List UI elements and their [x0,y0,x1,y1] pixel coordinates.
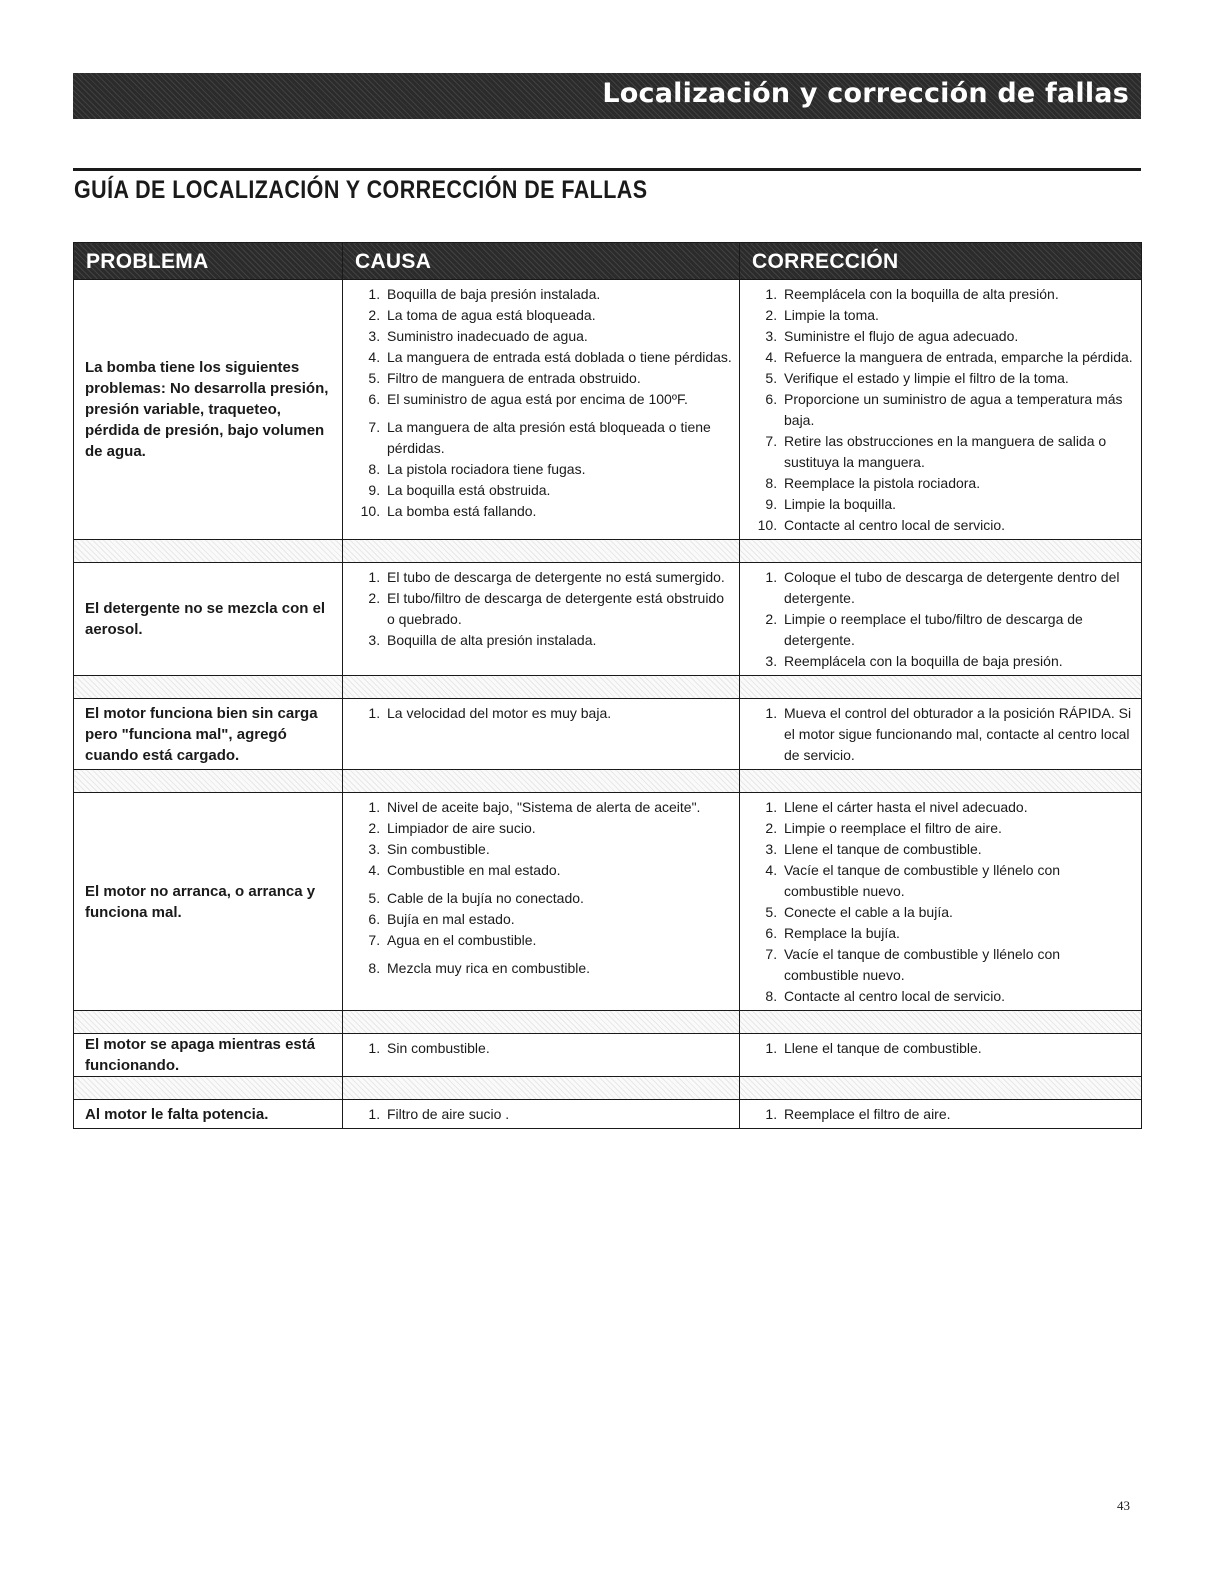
correction-list [756,797,1135,1007]
cause-item: 8. Mezcla muy rica en combustible. [384,958,733,979]
separator-cell [740,676,1142,699]
correction-cell [740,563,1142,676]
separator-cell [74,770,343,793]
cause-item: 1. Filtro de aire sucio . [384,1104,733,1125]
cause-item: 1. Boquilla de baja presión instalada. [384,284,733,305]
correction-list [756,703,1135,766]
problem-cell: El detergente no se mezcla con el aerosol. [74,563,343,676]
separator-cell [740,540,1142,563]
correction-cell [740,1100,1142,1129]
row-separator [74,1011,1142,1034]
correction-item: 3. Suministre el flujo de agua adecuado. [781,326,1135,347]
correction-item: 5. Conecte el cable a la bujía. [781,902,1135,923]
correction-item: 9. Limpie la boquilla. [781,494,1135,515]
troubleshooting-table [73,242,1142,1129]
separator-cell [343,1077,740,1100]
correction-list [756,1038,1135,1059]
correction-item: 4. Refuerce la manguera de entrada, emparche la pérdida. [781,347,1135,368]
correction-item: 1. Reemplace el filtro de aire. [781,1104,1135,1125]
correction-item: 6. Remplace la bujía. [781,923,1135,944]
cause-item: 1. Sin combustible. [384,1038,733,1059]
correction-item: 10. Contacte al centro local de servicio. [781,515,1135,536]
separator-cell [74,1077,343,1100]
separator-cell [740,770,1142,793]
cause-list [359,284,733,522]
problem-cell: El motor no arranca, o arranca y funciona mal. [74,793,343,1011]
separator-cell [343,540,740,563]
header-banner [73,73,1141,119]
correction-cell [740,699,1142,770]
row-separator [74,540,1142,563]
cause-item: 2. Limpiador de aire sucio. [384,818,733,839]
row-separator [74,770,1142,793]
cause-item: 7. Agua en el combustible. [384,930,733,951]
correction-item: 1. Reemplácela con la boquilla de alta presión. [781,284,1135,305]
row-separator [74,676,1142,699]
cause-item: 3. Sin combustible. [384,839,733,860]
correction-item: 1. Llene el tanque de combustible. [781,1038,1135,1059]
cause-item: 3. Suministro inadecuado de agua. [384,326,733,347]
cause-cell [343,1100,740,1129]
separator-cell [343,770,740,793]
problem-cell: La bomba tiene los siguientes problemas: No desarrolla presión, presión variable, traqueteo, pérdida de presión, bajo volumen de agua. [74,280,343,540]
cause-item: 10. La bomba está fallando. [384,501,733,522]
correction-item: 2. Limpie o reemplace el tubo/filtro de descarga de detergente. [781,609,1135,651]
separator-cell [343,676,740,699]
correction-item: 5. Verifique el estado y limpie el filtro de la toma. [781,368,1135,389]
correction-list [756,284,1135,536]
table-row [74,280,1142,540]
table-body [74,280,1142,1129]
correction-item: 8. Reemplace la pistola rociadora. [781,473,1135,494]
table-header-row [74,243,1142,280]
cause-cell [343,793,740,1011]
problem-cell: El motor se apaga mientras está funcionando. [74,1034,343,1077]
cause-cell [343,280,740,540]
correction-item: 4. Vacíe el tanque de combustible y llénelo con combustible nuevo. [781,860,1135,902]
cause-list [359,797,733,979]
page-number: 43 [1117,1498,1130,1513]
cause-cell [343,563,740,676]
correction-list [756,1104,1135,1125]
section-rule [73,168,1141,171]
cause-cell [343,1034,740,1077]
correction-item: 1. Coloque el tubo de descarga de detergente dentro del detergente. [781,567,1135,609]
header-problem: PROBLEMA [74,243,343,280]
cause-list [359,703,733,724]
correction-item: 3. Reemplácela con la boquilla de baja presión. [781,651,1135,672]
correction-item: 8. Contacte al centro local de servicio. [781,986,1135,1007]
correction-cell [740,280,1142,540]
table-row [74,1100,1142,1129]
cause-item: 6. Bujía en mal estado. [384,909,733,930]
row-separator [74,1077,1142,1100]
correction-item: 7. Retire las obstrucciones en la manguera de salida o sustituya la manguera. [781,431,1135,473]
correction-item: 2. Limpie la toma. [781,305,1135,326]
table-row [74,563,1142,676]
correction-cell [740,793,1142,1011]
cause-item: 1. Nivel de aceite bajo, "Sistema de alerta de aceite". [384,797,733,818]
separator-cell [74,540,343,563]
section-title: GUÍA DE LOCALIZACIÓN Y CORRECCIÓN DE FALLAS [74,176,648,204]
correction-item: 2. Limpie o reemplace el filtro de aire. [781,818,1135,839]
correction-cell [740,1034,1142,1077]
cause-item: 6. El suministro de agua está por encima de 100ºF. [384,389,733,410]
header-cause: CAUSA [343,243,740,280]
cause-item: 5. Filtro de manguera de entrada obstruido. [384,368,733,389]
correction-item: 1. Llene el cárter hasta el nivel adecuado. [781,797,1135,818]
correction-item: 1. Mueva el control del obturador a la posición RÁPIDA. Si el motor sigue funcionando mal, contacte al centro local de servicio. [781,703,1135,766]
cause-item: 9. La boquilla está obstruida. [384,480,733,501]
separator-cell [740,1077,1142,1100]
cause-list [359,1104,733,1125]
banner-title: Localización y corrección de fallas [602,78,1129,109]
cause-item: 8. La pistola rociadora tiene fugas. [384,459,733,480]
correction-item: 6. Proporcione un suministro de agua a temperatura más baja. [781,389,1135,431]
header-correction: CORRECCIÓN [740,243,1142,280]
cause-item: 4. La manguera de entrada está doblada o tiene pérdidas. [384,347,733,368]
cause-list [359,567,733,651]
separator-cell [740,1011,1142,1034]
problem-cell: Al motor le falta potencia. [74,1100,343,1129]
cause-item: 2. El tubo/filtro de descarga de detergente está obstruido o quebrado. [384,588,733,630]
problem-cell: El motor funciona bien sin carga pero "funciona mal", agregó cuando está cargado. [74,699,343,770]
table-row [74,793,1142,1011]
separator-cell [74,1011,343,1034]
table-row [74,699,1142,770]
correction-item: 7. Vacíe el tanque de combustible y llénelo con combustible nuevo. [781,944,1135,986]
cause-item: 5. Cable de la bujía no conectado. [384,888,733,909]
correction-list [756,567,1135,672]
cause-list [359,1038,733,1059]
separator-cell [74,676,343,699]
separator-cell [343,1011,740,1034]
table-row [74,1034,1142,1077]
cause-item: 1. La velocidad del motor es muy baja. [384,703,733,724]
cause-cell [343,699,740,770]
cause-item: 1. El tubo de descarga de detergente no está sumergido. [384,567,733,588]
cause-item: 4. Combustible en mal estado. [384,860,733,881]
cause-item: 2. La toma de agua está bloqueada. [384,305,733,326]
correction-item: 3. Llene el tanque de combustible. [781,839,1135,860]
cause-item: 7. La manguera de alta presión está bloqueada o tiene pérdidas. [384,417,733,459]
cause-item: 3. Boquilla de alta presión instalada. [384,630,733,651]
